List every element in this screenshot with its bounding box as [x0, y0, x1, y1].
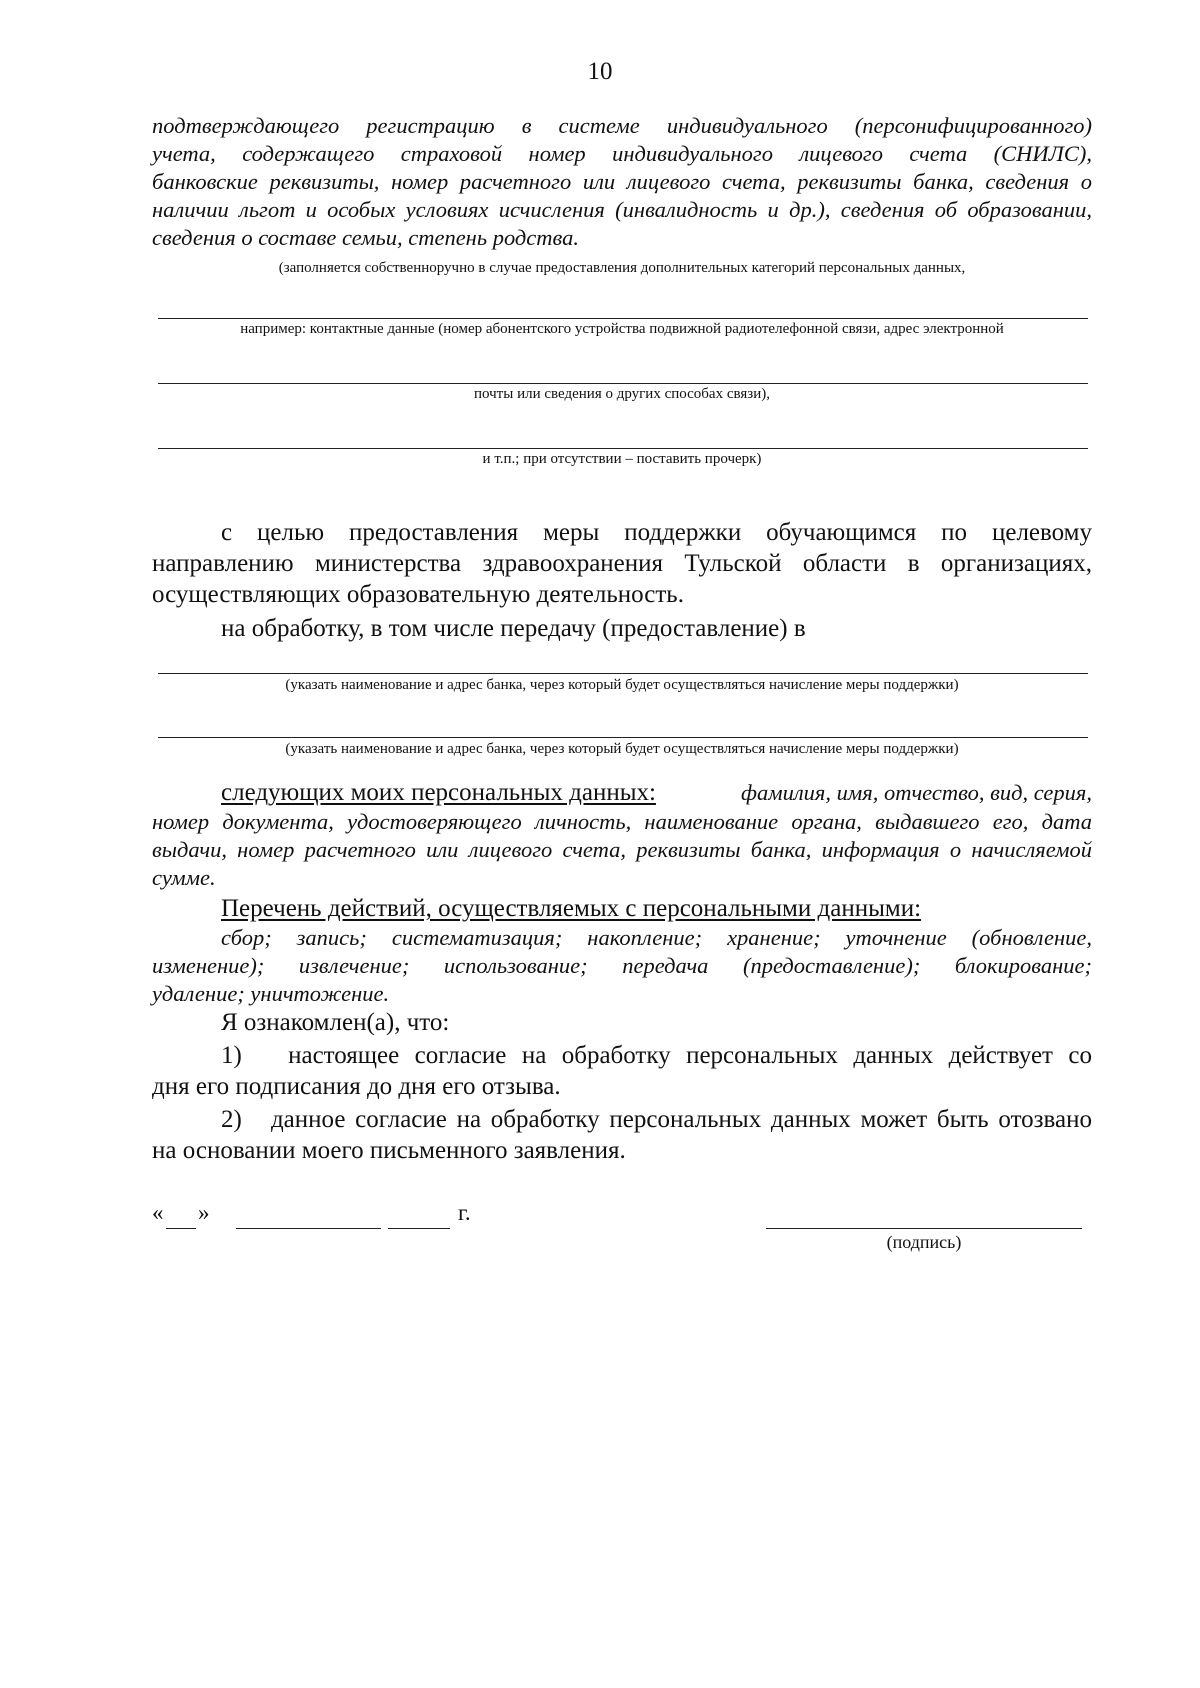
personal-data-first-line: фамилия, имя, отчество, вид, серия,: [741, 780, 1092, 805]
year-blank[interactable]: [388, 1228, 450, 1229]
paragraph-line: банковские реквизиты, номер расчетного или лицевого счета, реквизиты банка, сведения о: [152, 169, 1092, 194]
date-close-quote: »: [198, 1200, 210, 1225]
personal-data-paragraph: [152, 777, 1092, 892]
paragraph-line: номер документа, удостоверяющего личность, наименование органа, выдавшего его, дата: [152, 809, 1092, 834]
actions-heading: Перечень действий, осуществляемых с персональными данными:: [221, 895, 922, 922]
signature-line[interactable]: [766, 1228, 1082, 1229]
paragraph-line: направлению министерства здравоохранения Тульской области в организациях,: [152, 550, 1092, 577]
item-2-first-line: [152, 1104, 1092, 1135]
date-field: [152, 1200, 492, 1234]
processing-text: на обработку, в том числе передачу (предоставление) в: [221, 615, 806, 642]
hint-text: и т.п.; при отсутствии – поставить прочерк): [482, 451, 762, 467]
hint-text: почты или сведения о других способах связи),: [474, 386, 770, 402]
bank-fill-in-line: [158, 737, 1088, 738]
hint-text: (указать наименование и адрес банка, через который будет осуществляться начисление меры поддержки): [285, 741, 959, 757]
hint-text: например: контактные данные (номер абонентского устройства подвижной радиотелефонной связи, адрес электронной: [240, 321, 1004, 337]
paragraph-line: подтверждающего регистрацию в системе индивидуального (персонифицированного): [152, 113, 1092, 138]
item-2: [152, 1104, 1092, 1166]
personal-data-heading: следующих моих персональных данных:: [221, 779, 656, 806]
month-blank[interactable]: [236, 1228, 381, 1229]
acknowledge-text: Я ознакомлен(а), что:: [221, 1009, 450, 1036]
acknowledge-line: [152, 1007, 1092, 1038]
item-number: 2): [221, 1106, 242, 1133]
paragraph-line: наличии льгот и особых условиях исчисления (инвалидность и др.), сведения об образовании,: [152, 197, 1092, 222]
item-number: 1): [221, 1042, 242, 1069]
day-blank[interactable]: [166, 1228, 196, 1229]
item-2-second-line: на основании моего письменного заявления.: [152, 1137, 626, 1164]
signature-label: (подпись): [886, 1232, 962, 1252]
fill-in-line: [158, 318, 1088, 319]
page-number: 10: [587, 58, 613, 85]
item-1: [152, 1040, 1092, 1102]
bank-fill-in-line: [158, 673, 1088, 674]
paragraph-line: с целью предоставления меры поддержки обучающимся по целевому: [221, 519, 1092, 546]
paragraph-line: удаление; уничтожение.: [152, 981, 390, 1006]
item-text: настоящее согласие на обработку персональных данных действует со: [288, 1042, 1092, 1069]
paragraph-line: учета, содержащего страховой номер индивидуального лицевого счета (СНИЛС),: [152, 141, 1092, 166]
paragraph-line: сумме.: [152, 865, 216, 890]
year-suffix: г.: [458, 1200, 471, 1225]
hint-text: (заполняется собственноручно в случае предоставления дополнительных категорий персональных данных,: [278, 260, 966, 276]
fill-in-line: [158, 448, 1088, 449]
item-text: данное согласие на обработку персональных данных может быть отозвано: [270, 1106, 1092, 1133]
item-1-second-line: дня его подписания до дня его отзыва.: [152, 1073, 561, 1100]
paragraph-line: выдачи, номер расчетного или лицевого счета, реквизиты банка, информация о начисляемой: [152, 837, 1092, 862]
paragraph-line: сведения о составе семьи, степень родства.: [152, 225, 580, 250]
date-open-quote: «: [152, 1200, 164, 1225]
processing-line: [152, 613, 1092, 644]
hint-text: (указать наименование и адрес банка, через который будет осуществляться начисление меры поддержки): [285, 677, 959, 693]
paragraph-line: осуществляющих образовательную деятельность.: [152, 581, 684, 608]
item-1-first-line: [152, 1040, 1092, 1071]
paragraph-line: сбор; запись; систематизация; накопление; хранение; уточнение (обновление,: [221, 925, 1092, 950]
data-categories-paragraph: [152, 112, 1092, 252]
paragraph-line: изменение); извлечение; использование; передача (предоставление); блокирование;: [152, 953, 1092, 978]
purpose-paragraph: [152, 517, 1092, 610]
fill-in-line: [158, 383, 1088, 384]
actions-paragraph: [152, 893, 1092, 1008]
